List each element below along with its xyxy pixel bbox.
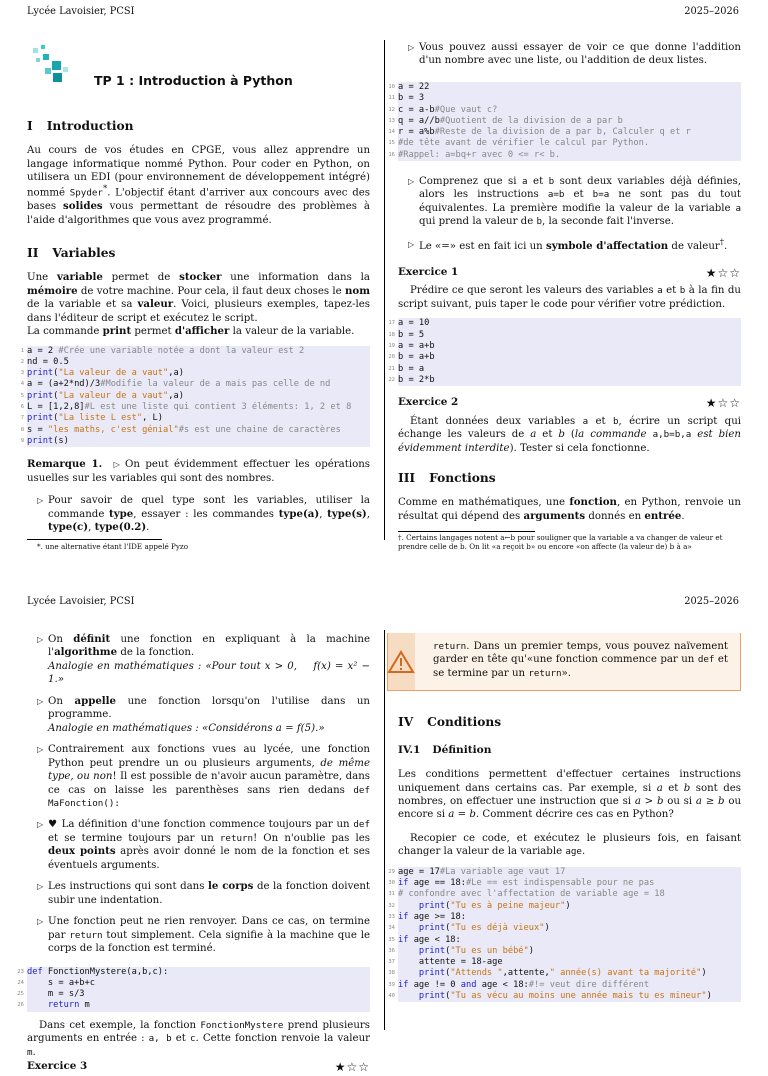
section-number: IV: [398, 715, 414, 729]
section-heading: [398, 470, 741, 486]
list-item: ▷ Contrairement aux fonctions vues au lycée, une fonction Python peut prendre un ou plusieurs arguments, de même type, ou non! Il est possible de n'avoir aucun paramètre, dans ce cas on laisse les parenthèses sans rien dedans def MaFonction():: [37, 744, 371, 809]
exercise-header: [398, 396, 741, 412]
exercise-header: [27, 1060, 370, 1076]
subsection-title: Définition: [432, 744, 492, 757]
page-2: [0, 590, 768, 1075]
footnote: †. Certains langages notent a←b pour souligner que la variable a va changer de valeur et prendre celle de b. On lit «a reçoit b» ou encore «on affecte (la valeur de) b à a»: [398, 533, 723, 552]
variables-paragraph: Une variable permet de stocker une information dans la mémoire de votre machine. Pour cela, il faut deux choses le nom de la variable et sa valeur. Voici, plusieurs exemples, tapez-les dans l'éditeur de script et exécutez le script.: [27, 271, 370, 324]
code-text: attente = 18-age: [398, 957, 503, 968]
code-text: b = 3: [398, 93, 425, 104]
line-number: 11: [388, 95, 395, 102]
code-line: [20, 402, 370, 413]
code-text: #de tête avant de vérifier le calcul par Python.: [398, 138, 650, 149]
code-line: [388, 318, 741, 329]
list-item-text: Une fonction peut ne rien renvoyer. Dans ce cas, on termine par return tout simplement. Cela signifie à la machine que le corps de la fonction est terminé.: [48, 916, 370, 955]
heart-icon: ♥: [48, 819, 58, 831]
line-number: 29: [388, 868, 395, 875]
code-line: [388, 81, 741, 93]
list-item: ▷ Pour savoir de quel type sont les variables, utiliser la commande type, essayer : les commandes type(a), type(s), type(c), type(0.2).: [37, 495, 370, 534]
code-line: [388, 878, 741, 889]
section-heading: [398, 714, 741, 730]
list-item-text: Pour savoir de quel type sont les variables, utiliser la commande type, essayer : les commandes type(a), type(s), type(c), type(0.2).: [48, 495, 370, 534]
exercise-text: Étant données deux variables a et b, écrire un script qui échange les valeurs de a et b (la commande a,b=b,a est bien évidemment interdite). Tester si cela fonctionne.: [398, 415, 742, 454]
right-column: [388, 714, 742, 1002]
line-number: 37: [388, 959, 395, 966]
line-number: 34: [388, 925, 395, 932]
code-block: [388, 81, 741, 161]
section-heading: [27, 245, 370, 261]
line-number: 35: [388, 936, 395, 943]
line-number: 32: [388, 902, 395, 909]
code-text: if age == 18:#Le == est indispensable pour ne pas: [398, 878, 655, 889]
code-line: [388, 968, 741, 979]
line-number: 20: [388, 354, 395, 361]
code-text: c = a-b#Que vaut c?: [398, 104, 498, 115]
line-number: 19: [388, 342, 395, 349]
line-number: 6: [20, 404, 24, 411]
header-year: 2025–2026: [684, 6, 739, 17]
code-line: [20, 413, 370, 424]
code-line: [17, 966, 370, 978]
example-paragraph: Dans cet exemple, la fonction FonctionMystere prend plusieurs arguments en entrée : a, b et c. Cette fonction renvoie la valeur m.: [27, 1019, 370, 1058]
line-number: 16: [388, 151, 395, 158]
difficulty-stars: ★☆☆: [705, 396, 741, 411]
code-block: [388, 866, 741, 1003]
code-text: print("Tu es déjà vieux"): [418, 923, 550, 934]
warning-text: return. Dans un premier temps, vous pouvez naïvement garder en tête qu'«une fonction commence par un def et se termine par un return».: [433, 641, 728, 679]
line-number: 24: [17, 979, 24, 986]
line-number: 13: [388, 117, 395, 124]
code-line: [20, 356, 370, 368]
document-title: TP 1 : Introduction à Python: [94, 73, 293, 88]
code-text: s = "les maths, c'est génial"#s est une chaine de caractères: [27, 424, 341, 435]
code-text: print("Tu as vécu au moins une année mais tu es mineur"): [418, 991, 712, 1002]
code-text: m = s/3: [27, 989, 85, 1000]
code-line: [388, 923, 741, 934]
list-item: ▷ Vous pouvez aussi essayer de voir ce que donne l'addition d'un nombre avec une liste, ou l'addition de deux listes.: [408, 42, 741, 67]
code-line: [388, 127, 741, 138]
line-number: 9: [20, 437, 24, 444]
line-number: 3: [20, 370, 24, 377]
subsection-number: IV.1: [398, 744, 421, 757]
line-number: 17: [388, 320, 395, 327]
code-text: if age != 0 and age < 18:#!= veut dire différent: [398, 979, 650, 990]
print-paragraph: La commande print permet d'afficher la valeur de la variable.: [27, 325, 355, 338]
line-number: 33: [388, 913, 395, 920]
exercise-label: Exercice 3: [27, 1060, 88, 1073]
section-number: II: [27, 246, 39, 261]
footnote-rule: [398, 531, 535, 532]
list-item: ▷ Une fonction peut ne rien renvoyer. Dans ce cas, on termine par return tout simplement. Cela signifie à la machine que le corps de la fonction est terminé.: [37, 916, 370, 955]
difficulty-stars: ★☆☆: [334, 1060, 370, 1075]
code-line: [20, 390, 370, 402]
logo-icon: [31, 45, 73, 85]
code-line: [388, 889, 741, 900]
line-number: 2: [20, 358, 24, 365]
code-line: [388, 138, 741, 149]
code-text: def FonctionMystere(a,b,c):: [27, 966, 169, 977]
exercise-text: Prédire ce que seront les valeurs des variables a et b à la fin du script suivant, puis taper le code pour vérifier votre prédiction.: [398, 285, 741, 310]
code-line: [20, 379, 370, 390]
exercise-label: Exercice 2: [398, 396, 459, 409]
code-text: print("La valeur de a vaut",a): [27, 390, 184, 401]
line-number: 26: [17, 1002, 24, 1009]
column-divider: [384, 630, 385, 1030]
code-text: print("La liste L est", L): [27, 413, 163, 424]
line-number: 21: [388, 365, 395, 372]
code-line: [388, 329, 741, 341]
list-item: ▷ Comprenez que si a et b sont deux variables déjà définies, alors les instructions a=b et b=a ne sont pas du tout équivalentes. La première modifie la valeur de la variable a qui prend la valeur de b, la seconde fait l'inverse.: [408, 175, 741, 228]
conditions-paragraph: Les conditions permettent d'effectuer certaines instructions uniquement dans certains cas. Par exemple, si a et b sont des nombres, on effectuer une instruction que si a > b ou si a ≥ b ou encore si a = b. Comment décrire ces cas en Python?: [398, 769, 742, 821]
line-number: 1: [20, 347, 24, 354]
remark-text: On peut évidemment effectuer les opérations usuelles sur les variables qui sont des nombres.: [27, 459, 370, 484]
subsection-heading: [398, 744, 741, 758]
section-number: I: [27, 119, 33, 133]
list-item-text: On définit une fonction en expliquant à la machine l'algorithme de la fonction. Analogie en mathématiques : «Pour tout x > 0, f(x) = x² − 1.»: [48, 633, 370, 686]
left-column: [20, 118, 370, 535]
remark-label: Remarque 1.: [27, 458, 103, 471]
code-text: r = a%b#Reste de la division de a par b, Calculer q et r: [398, 127, 691, 138]
header-school: Lycée Lavoisier, PCSI: [27, 6, 135, 17]
list-item: ▷ On définit une fonction en expliquant à la machine l'algorithme de la fonction. Analogie en mathématiques : «Pour tout x > 0, f(x) = x² − 1.»: [37, 633, 370, 686]
code-text: nd = 0.5: [27, 356, 69, 367]
code-line: [388, 934, 741, 946]
code-line: [20, 368, 370, 379]
code-line: [388, 991, 741, 1002]
difficulty-stars: ★☆☆: [705, 265, 741, 280]
code-block: [17, 966, 370, 1012]
section-title: Variables: [52, 246, 116, 261]
line-number: 39: [388, 981, 395, 988]
code-line: [388, 957, 741, 968]
code-line: [388, 374, 741, 386]
code-text: # confondre avec l'affectation de variable age = 18: [398, 889, 665, 900]
code-line: [388, 911, 741, 923]
list-item-text: On appelle une fonction lorsqu'on l'utilise dans un programme. Analogie en mathématiques : «Considérons a = f(5).»: [48, 694, 370, 734]
remark: Remarque 1. ▷ On peut évidemment effectuer les opérations usuelles sur les variables qui sont des nombres.: [27, 458, 370, 484]
list-item-text: Comprenez que si a et b sont deux variables déjà définies, alors les instructions a=b et b=a ne sont pas du tout équivalentes. La première modifie la valeur de la variable a qui prend la valeur de b, la seconde fait l'inverse.: [419, 175, 741, 228]
line-number: 12: [388, 106, 395, 113]
recopy-paragraph: Recopier ce code, et exécutez le plusieurs fois, en faisant changer la valeur de la variable age.: [398, 832, 741, 858]
line-number: 8: [20, 426, 24, 433]
code-line: [388, 866, 741, 878]
code-line: [388, 945, 741, 957]
right-column: [388, 41, 742, 523]
exercise-header: [398, 266, 741, 282]
code-line: [388, 149, 741, 161]
header-school: Lycée Lavoisier, PCSI: [27, 596, 135, 607]
code-text: s = a+b+c: [27, 977, 95, 988]
line-number: 15: [388, 140, 395, 147]
line-number: 23: [17, 968, 24, 975]
list-item: ▷ ♥ La définition d'une fonction commence toujours par un def et se termine toujours par un return! On n'oublie pas les deux points après avoir donné le nom de la fonction et ses éventuels arguments.: [37, 819, 371, 871]
code-line: [388, 900, 741, 912]
line-number: 31: [388, 891, 395, 898]
code-text: b = a: [398, 363, 425, 374]
header-year: 2025–2026: [684, 596, 739, 607]
functions-paragraph: Comme en mathématiques, une fonction, en Python, renvoie un résultat qui dépend des arguments donnés en entrée.: [398, 496, 741, 522]
code-line: [388, 340, 741, 352]
warning-box: [387, 633, 741, 691]
code-text: print("Tu es un bébé"): [418, 945, 535, 956]
line-number: 22: [388, 376, 395, 383]
code-line: [17, 1000, 370, 1011]
section-title: Introduction: [46, 119, 134, 133]
line-number: 10: [388, 83, 395, 90]
code-text: print("Tu es à peine majeur"): [418, 900, 571, 911]
list-item-text: Vous pouvez aussi essayer de voir ce que donne l'addition d'un nombre avec une liste, ou l'addition de deux listes.: [419, 42, 741, 67]
code-text: if age >= 18:: [398, 911, 467, 922]
code-line: [388, 363, 741, 375]
section-number: III: [398, 471, 416, 486]
code-line: [388, 104, 741, 116]
code-line: [388, 979, 741, 991]
code-text: #Rappel: a=bq+r avec 0 <= r< b.: [398, 149, 561, 160]
code-text: return m: [47, 1000, 90, 1011]
list-item-text: Contrairement aux fonctions vues au lycée, une fonction Python peut prendre un ou plusieurs arguments, de même type, ou non! Il est possible de n'avoir aucun paramètre, dans ce cas on laisse les parenthèses sans rien dedans def MaFonction():: [48, 744, 371, 809]
code-text: b = a+b: [398, 352, 435, 363]
code-text: b = 2*b: [398, 374, 435, 385]
column-divider: [384, 40, 385, 540]
code-text: a = 10: [398, 318, 430, 329]
list-item: ▷ Les instructions qui sont dans le corps de la fonction doivent subir une indentation.: [37, 880, 371, 906]
section-heading: [27, 118, 370, 134]
code-text: a = 2 #Crée une variable notée a dont la valeur est 2: [27, 345, 305, 356]
footnote-rule: [27, 539, 162, 540]
line-number: 25: [17, 991, 24, 998]
line-number: 38: [388, 970, 395, 977]
code-text: b = 5: [398, 329, 425, 340]
line-number: 14: [388, 129, 395, 136]
code-text: print(s): [27, 435, 69, 446]
code-line: [17, 989, 370, 1000]
code-line: [20, 345, 370, 357]
page-header: [27, 596, 739, 609]
code-block: [20, 345, 370, 448]
code-line: [388, 352, 741, 363]
code-line: [388, 115, 741, 127]
line-number: 40: [388, 993, 395, 1000]
warning-icon: [388, 651, 414, 673]
code-block: [388, 318, 741, 386]
list-item: ▷ On appelle une fonction lorsqu'on l'utilise dans un programme. Analogie en mathématiques : «Considérons a = f(5).»: [37, 694, 370, 734]
code-line: [20, 435, 370, 447]
list-item-text: La définition d'une fonction commence toujours par un def et se termine toujours par un return! On n'oublie pas les deux points après avoir donné le nom de la fonction et ses éventuels arguments.: [48, 819, 371, 871]
left-column: [17, 633, 371, 1076]
code-text: L = [1,2,8]#L est une liste qui contient 3 éléments: 1, 2 et 8: [27, 402, 352, 413]
line-number: 5: [20, 392, 24, 399]
line-number: 4: [20, 381, 24, 388]
code-line: [17, 977, 370, 989]
code-text: print("La valeur de a vaut",a): [27, 368, 184, 379]
list-item: ▷ Le «=» est en fait ici un symbole d'affectation de valeur†.: [408, 237, 728, 253]
code-text: a = a+b: [398, 340, 435, 351]
code-line: [388, 93, 741, 104]
page-header: [27, 6, 739, 19]
code-text: q = a//b#Quotient de la division de a par b: [398, 115, 623, 126]
code-line: [20, 424, 370, 436]
list-item-text: Le «=» est en fait ici un symbole d'affectation de valeur†.: [419, 237, 728, 253]
intro-paragraph: Au cours de vos études en CPGE, vous allez apprendre un langage informatique nommé Python. Pour coder en Python, on utilisera un EDI (pour environnement de développement intégré) nommé Spyder*. L'objectif étant d'arriver aux concours avec des bases solides vous permettant de résoudre des problèmes à l'aide d'algorithmes que vous avez programmé.: [27, 145, 370, 226]
line-number: 36: [388, 947, 395, 954]
line-number: 7: [20, 415, 24, 422]
line-number: 30: [388, 880, 395, 887]
list-item-text: Les instructions qui sont dans le corps de la fonction doivent subir une indentation.: [48, 880, 371, 906]
code-text: print("Attends ",attente," année(s) avant ta majorité"): [418, 968, 707, 979]
code-text: a = (a+2*nd)/3#Modifie la valeur de a mais pas celle de nd: [27, 379, 331, 390]
footnote: *. une alternative étant l'IDE appelé Pyzo: [37, 542, 189, 551]
code-text: a = 22: [398, 81, 430, 92]
section-title: Fonctions: [429, 471, 496, 486]
section-title: Conditions: [427, 715, 502, 729]
code-text: age = 17#La variable age vaut 17: [398, 866, 566, 877]
exercise-label: Exercice 1: [398, 265, 459, 278]
line-number: 18: [388, 331, 395, 338]
code-text: if age < 18:: [398, 934, 461, 945]
